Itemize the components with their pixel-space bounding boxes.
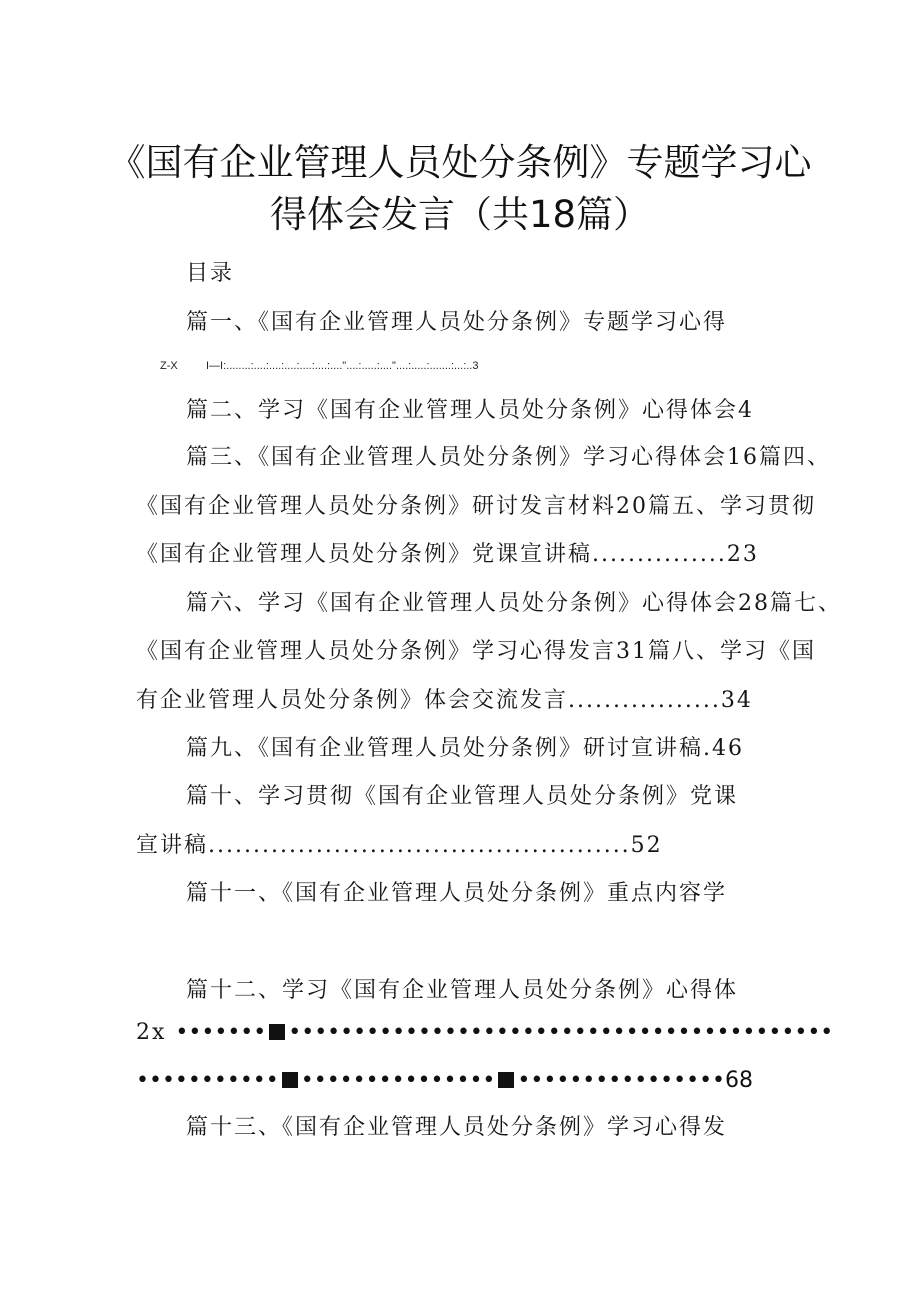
document-title-line-1: 《国有企业管理人员处分条例》专题学习心: [108, 141, 812, 184]
toc-entry-6-7[interactable]: 篇六、学习《国有企业管理人员处分条例》心得体会28篇七、: [186, 591, 842, 616]
toc-entry-12-prefix: 2x: [136, 1020, 167, 1045]
square-marker-icon: [498, 1072, 514, 1088]
toc-entry-1-leader: I—I:........:....:....:....:....:....:...."....:.....:...."....:.....:.......:...:..3: [206, 360, 479, 372]
dot-leader: ••••••••••••••••••••••••••••••••••••••••••: [288, 1020, 834, 1045]
dot-leader: •••••••••••••••: [300, 1068, 496, 1093]
dot-leader-with-page-number: ••••••••••••••••68: [517, 1068, 754, 1093]
document-title-line-2: 得体会发言（共18篇）: [269, 193, 651, 236]
toc-entry-10[interactable]: 篇十、学习贯彻《国有企业管理人员处分条例》党课: [186, 784, 739, 809]
toc-entry-4-5[interactable]: 《国有企业管理人员处分条例》研讨发言材料20篇五、学习贯彻: [136, 494, 816, 519]
square-marker-icon: [269, 1024, 285, 1040]
square-marker-icon: [282, 1072, 298, 1088]
dot-leader: •••••••: [175, 1020, 267, 1045]
toc-entry-12-leader-row-2: [136, 1068, 753, 1093]
toc-entry-1[interactable]: 篇一、《国有企业管理人员处分条例》专题学习心得: [186, 310, 728, 335]
toc-entry-5[interactable]: 《国有企业管理人员处分条例》党课宣讲稿...............23: [136, 542, 759, 567]
toc-entry-9[interactable]: 篇九、《国有企业管理人员处分条例》研讨宣讲稿.46: [186, 736, 744, 761]
dot-leader: •••••••••••: [136, 1068, 279, 1093]
toc-entry-1-leader-prefix: Z-X: [160, 360, 178, 372]
toc-entry-10-leader[interactable]: 宣讲稿...............................................52: [136, 833, 663, 858]
toc-heading: 目录: [186, 261, 235, 286]
toc-entry-2[interactable]: 篇二、学习《国有企业管理人员处分条例》心得体会4: [186, 398, 754, 423]
toc-entry-12-leader-row-1: [136, 1020, 833, 1045]
toc-entry-8[interactable]: 有企业管理人员处分条例》体会交流发言.................34: [136, 688, 753, 713]
toc-entry-7-8[interactable]: 《国有企业管理人员处分条例》学习心得发言31篇八、学习《国: [136, 639, 816, 664]
toc-entry-3-4[interactable]: 篇三、《国有企业管理人员处分条例》学习心得体会16篇四、: [186, 445, 831, 470]
toc-entry-13[interactable]: 篇十三、《国有企业管理人员处分条例》学习心得发: [186, 1115, 728, 1140]
toc-entry-12[interactable]: 篇十二、学习《国有企业管理人员处分条例》心得体: [186, 978, 739, 1003]
toc-entry-11[interactable]: 篇十一、《国有企业管理人员处分条例》重点内容学: [186, 881, 728, 906]
